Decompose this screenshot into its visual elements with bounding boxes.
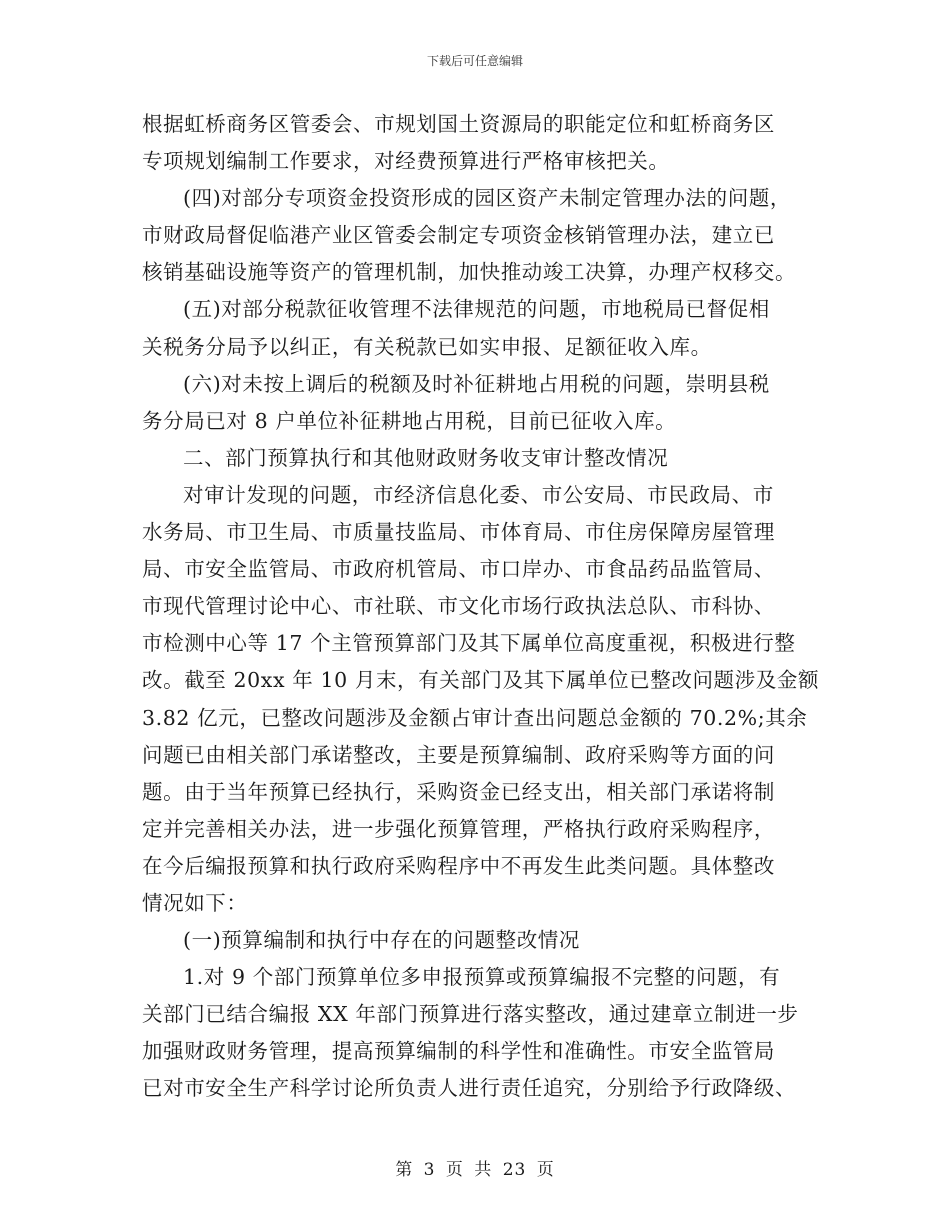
text-line: 情况如下：	[142, 890, 248, 915]
text-line: 定并完善相关办法，进一步强化预算管理，严格执行政府采购程序，	[142, 816, 775, 841]
text-line: 在今后编报预算和执行政府采购程序中不再发生此类问题。具体整改	[142, 853, 775, 878]
text-line: 关税务分局予以纠正，有关税款已如实申报、足额征收入库。	[142, 334, 712, 359]
text-line: 关部门已结合编报 XX 年部门预算进行落实整改，通过建章立制进一步	[142, 1002, 799, 1027]
text-line: 问题已由相关部门承诺整改，主要是预算编制、政府采购等方面的问	[142, 742, 775, 767]
text-line: 根据虹桥商务区管委会、市规划国土资源局的职能定位和虹桥商务区	[142, 112, 775, 136]
page-header: 下载后可任意编辑	[426, 54, 523, 68]
text-line: (一)预算编制和执行中存在的问题整改情况	[183, 928, 580, 953]
text-line: 市财政局督促临港产业区管委会制定专项资金核销管理办法，建立已	[142, 223, 775, 248]
text-line: 改。截至 20xx 年 10 月末，有关部门及其下属单位已整改问题涉及金额	[142, 668, 820, 693]
text-line: 市现代管理讨论中心、市社联、市文化市场行政执法总队、市科协、	[142, 594, 775, 619]
page-footer: 第 3 页 共 23 页	[395, 1160, 555, 1180]
text-line: 核销基础设施等资产的管理机制，加快推动竣工决算，办理产权移交。	[142, 260, 797, 285]
body-text	[142, 106, 820, 1108]
text-line: 加强财政财务管理，提高预算编制的科学性和准确性。市安全监管局	[142, 1039, 775, 1064]
text-line: (五)对部分税款征收管理不法律规范的问题，市地税局已督促相	[183, 297, 770, 322]
text-line: 水务局、市卫生局、市质量技监局、市体育局、市住房保障房屋管理	[142, 520, 775, 545]
text-line: 对审计发现的问题，市经济信息化委、市公安局、市民政局、市	[183, 482, 774, 507]
text-line: 局、市安全监管局、市政府机管局、市口岸办、市食品药品监管局、	[142, 557, 775, 582]
text-line: (四)对部分专项资金投资形成的园区资产未制定管理办法的问题，	[183, 186, 791, 211]
text-line: 务分局已对 8 户单位补征耕地占用税，目前已征收入库。	[142, 408, 677, 433]
text-line: 已对市安全生产科学讨论所负责人进行责任追究，分别给予行政降级、	[142, 1076, 797, 1101]
text-line: 题。由于当年预算已经执行，采购资金已经支出，相关部门承诺将制	[142, 779, 775, 804]
text-line: 二、部门预算执行和其他财政财务收支审计整改情况	[183, 445, 669, 470]
text-line: 1.对 9 个部门预算单位多申报预算或预算编报不完整的问题，有	[183, 965, 781, 990]
text-line: 专项规划编制工作要求，对经费预算进行严格审核把关。	[142, 149, 670, 174]
text-line: 市检测中心等 17 个主管预算部门及其下属单位高度重视，积极进行整	[142, 631, 796, 656]
text-line: (六)对未按上调后的税额及时补征耕地占用税的问题，崇明县税	[183, 371, 770, 396]
text-line: 3.82 亿元，已整改问题涉及金额占审计查出问题总金额的 70.2%;其余	[142, 705, 808, 730]
